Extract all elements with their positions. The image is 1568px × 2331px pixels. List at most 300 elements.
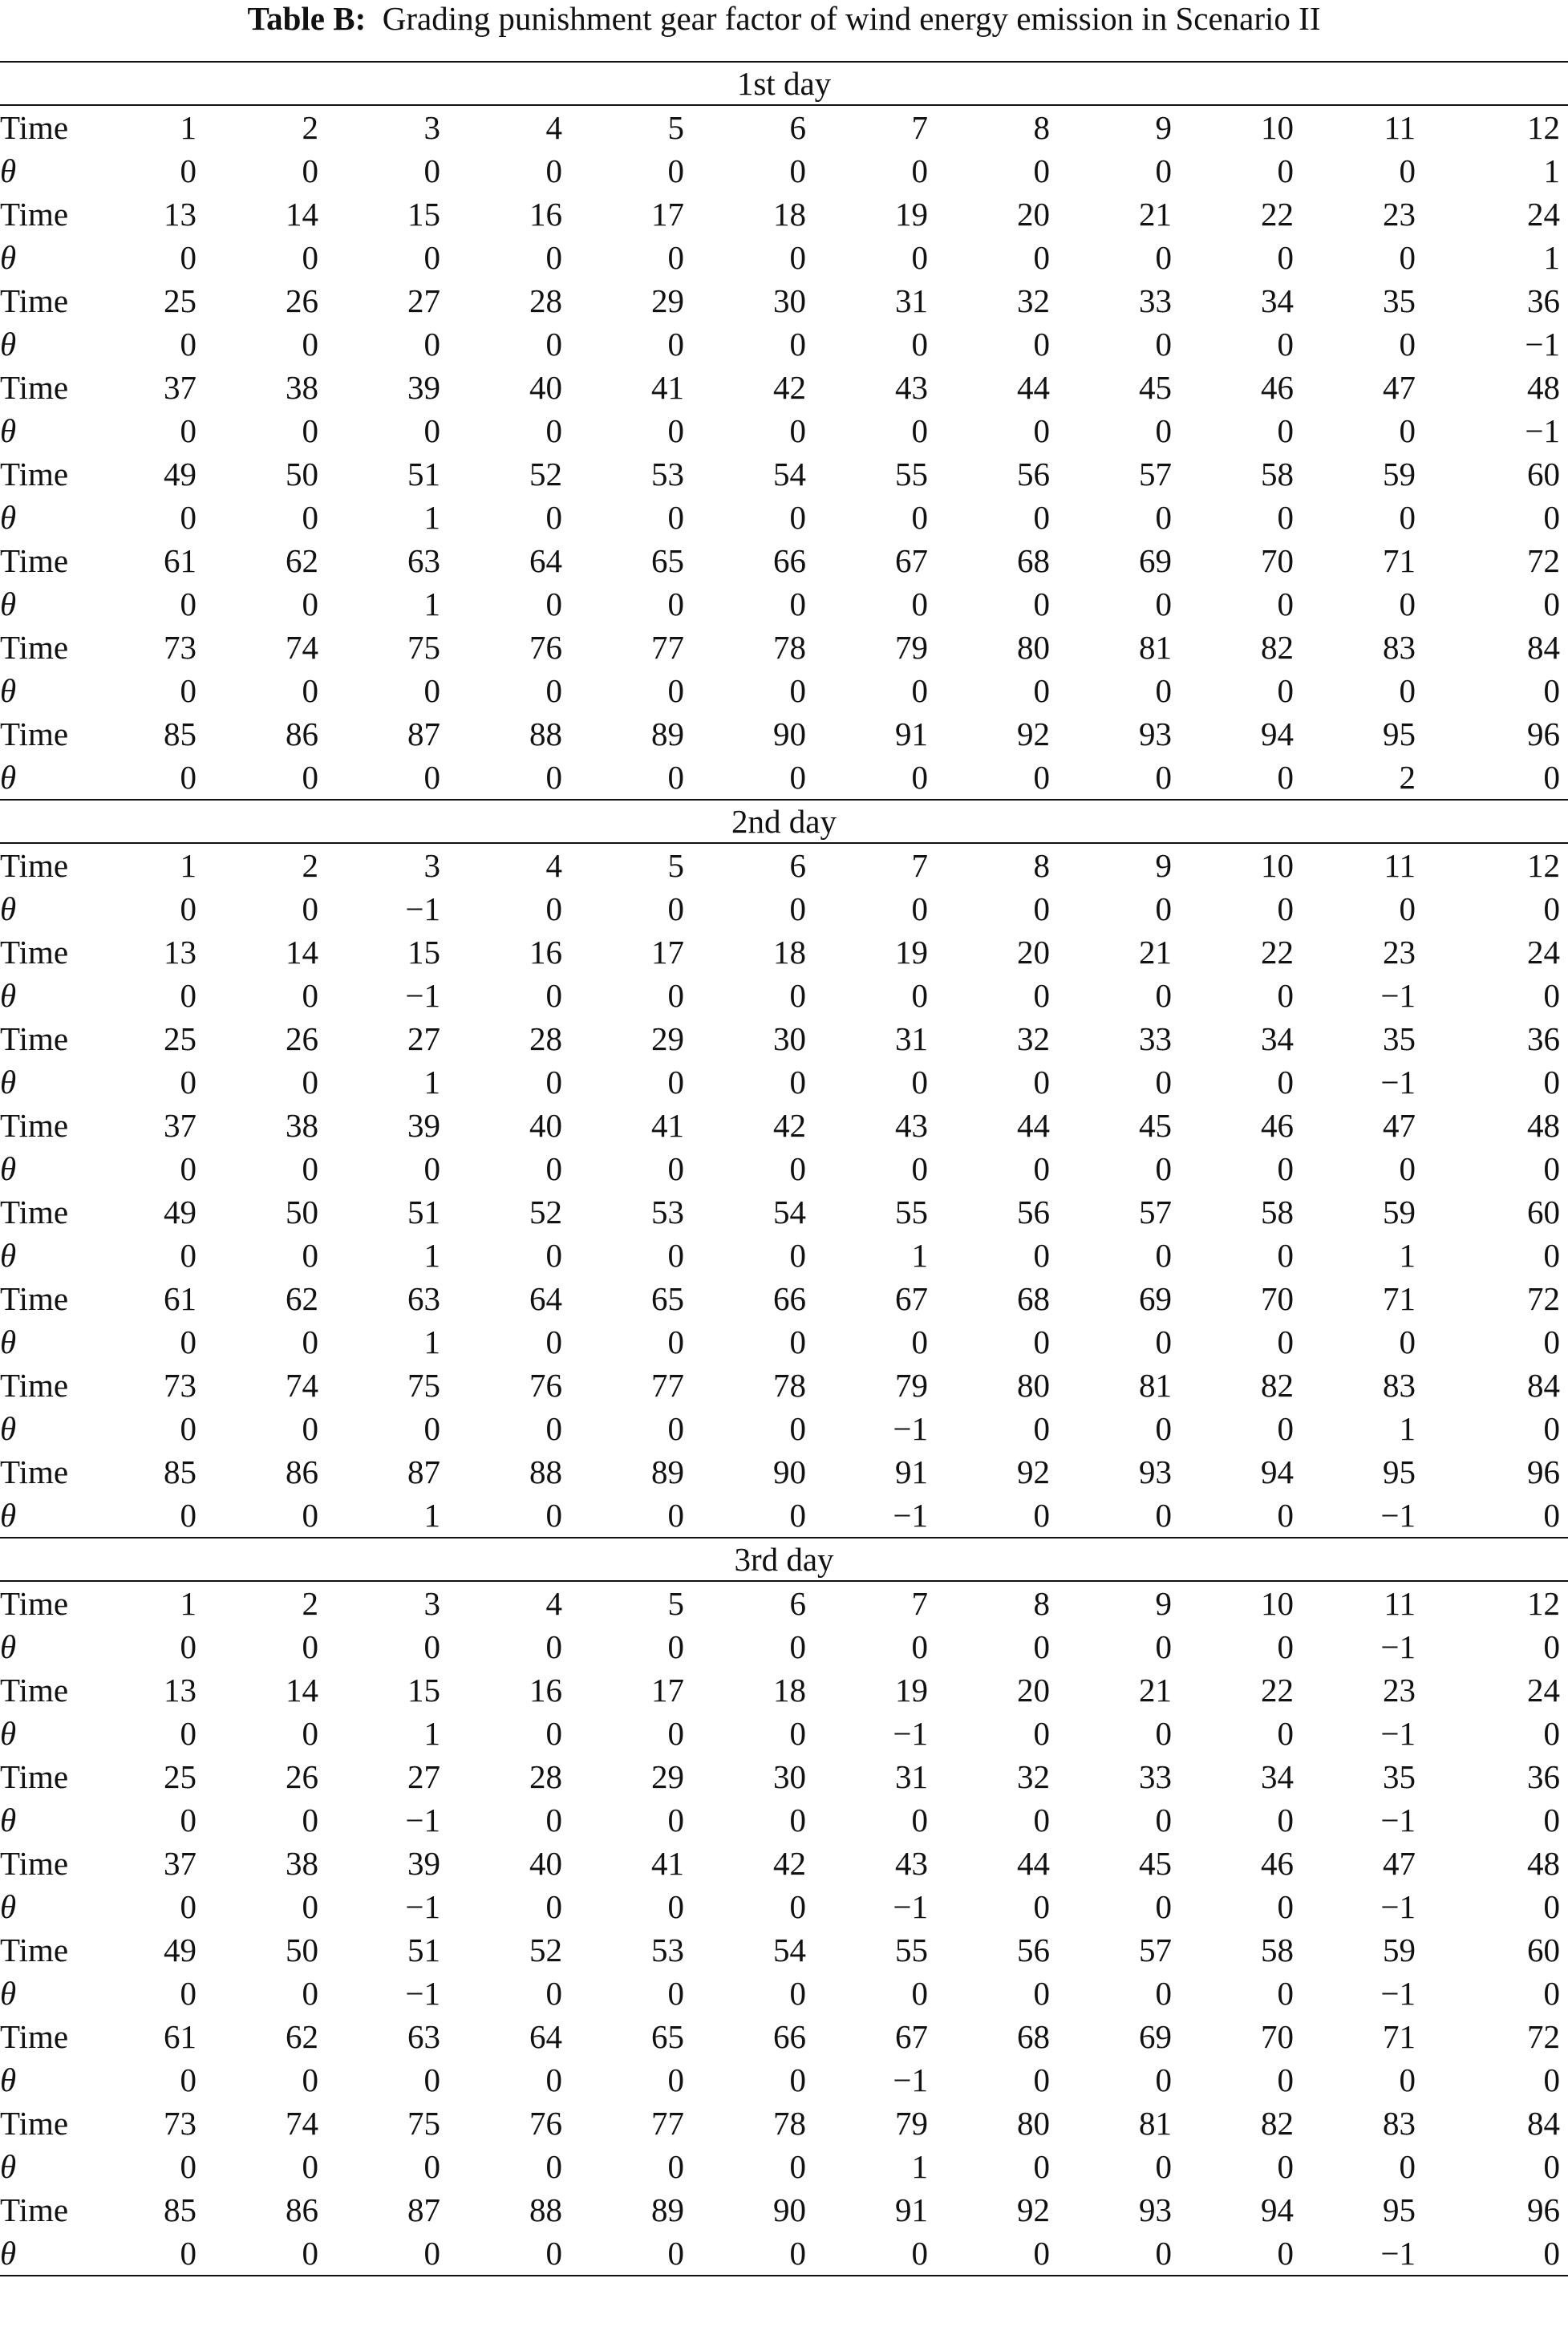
theta-cell: 2 [1399, 759, 1416, 796]
row-label-theta: θ [0, 412, 17, 449]
theta-cell: 0 [545, 2148, 562, 2185]
theta-cell: 0 [1155, 890, 1172, 927]
time-cell: 68 [1017, 2018, 1050, 2055]
time-cell: 62 [286, 2018, 318, 2055]
time-cell: 40 [529, 1107, 562, 1144]
time-cell: 81 [1139, 1367, 1172, 1404]
time-cell: 36 [1527, 1758, 1560, 1795]
theta-cell: 0 [180, 1628, 197, 1665]
row-label-theta: θ [0, 1802, 17, 1838]
theta-cell: 0 [302, 1497, 318, 1534]
theta-cell: 0 [1543, 890, 1560, 927]
time-cell: 69 [1139, 542, 1172, 579]
time-cell: 72 [1527, 1280, 1560, 1317]
theta-cell: 1 [423, 1324, 440, 1360]
theta-cell: 0 [789, 2061, 806, 2098]
time-cell: 67 [895, 542, 928, 579]
row-label-theta: θ [0, 1715, 17, 1752]
time-cell: 59 [1383, 1932, 1416, 1968]
theta-cell: 0 [302, 2235, 318, 2272]
row-label-theta: θ [0, 1150, 17, 1187]
theta-cell: 0 [545, 1150, 562, 1187]
theta-cell: 0 [911, 1324, 928, 1360]
theta-cell: 0 [789, 890, 806, 927]
time-cell: 39 [407, 369, 440, 406]
time-cell: 15 [407, 934, 440, 971]
theta-cell: 0 [423, 326, 440, 363]
theta-cell: 0 [423, 152, 440, 189]
time-cell: 58 [1261, 1932, 1294, 1968]
theta-cell: −1 [1380, 1975, 1416, 2012]
time-cell: 10 [1261, 847, 1294, 884]
theta-cell: 0 [911, 499, 928, 536]
theta-cell: 0 [1543, 1497, 1560, 1534]
theta-cell: 0 [1155, 1715, 1172, 1752]
theta-cell: 0 [180, 499, 197, 536]
time-cell: 91 [895, 716, 928, 752]
theta-cell: 0 [1399, 326, 1416, 363]
theta-cell: 0 [667, 1975, 684, 2012]
time-cell: 43 [895, 369, 928, 406]
time-cell: 25 [164, 282, 197, 319]
time-cell: 68 [1017, 1280, 1050, 1317]
theta-cell: 0 [1155, 1628, 1172, 1665]
time-cell: 20 [1017, 934, 1050, 971]
time-cell: 18 [773, 1672, 806, 1709]
time-cell: 21 [1139, 1672, 1172, 1709]
time-cell: 47 [1383, 369, 1416, 406]
time-cell: 51 [407, 456, 440, 493]
theta-cell: 0 [1033, 1497, 1050, 1534]
time-cell: 93 [1139, 1453, 1172, 1490]
theta-cell: 0 [1033, 1150, 1050, 1187]
theta-cell: −1 [1380, 1888, 1416, 1925]
row-label-time: Time [0, 1194, 69, 1230]
time-cell: 65 [651, 1280, 684, 1317]
theta-cell: 0 [1033, 499, 1050, 536]
theta-cell: 0 [302, 499, 318, 536]
time-cell: 53 [651, 1932, 684, 1968]
theta-cell: 0 [789, 1064, 806, 1101]
theta-cell: −1 [1380, 1497, 1416, 1534]
theta-cell: 1 [1543, 239, 1560, 276]
theta-cell: 0 [667, 1064, 684, 1101]
time-cell: 80 [1017, 629, 1050, 666]
time-cell: 83 [1383, 2105, 1416, 2142]
time-cell: 19 [895, 934, 928, 971]
time-cell: 5 [667, 1585, 684, 1622]
theta-cell: 0 [1277, 1324, 1294, 1360]
time-cell: 44 [1017, 1107, 1050, 1144]
theta-cell: 0 [180, 1975, 197, 2012]
time-cell: 73 [164, 1367, 197, 1404]
row-label-time: Time [0, 1453, 69, 1490]
row-label-theta: θ [0, 499, 17, 536]
theta-cell: 1 [423, 1715, 440, 1752]
theta-cell: 0 [667, 239, 684, 276]
theta-cell: 0 [423, 412, 440, 449]
theta-cell: 0 [1277, 239, 1294, 276]
row-label-time: Time [0, 282, 69, 319]
theta-cell: 0 [545, 1064, 562, 1101]
theta-cell: 0 [1033, 1237, 1050, 1274]
theta-cell: 0 [789, 1410, 806, 1447]
row-label-theta: θ [0, 672, 17, 709]
theta-cell: 0 [789, 1802, 806, 1838]
caption-label: Table B: [247, 0, 367, 37]
theta-cell: 0 [180, 2148, 197, 2185]
time-cell: 47 [1383, 1845, 1416, 1882]
time-cell: 24 [1527, 196, 1560, 233]
theta-cell: 1 [423, 1237, 440, 1274]
theta-cell: 0 [667, 1888, 684, 1925]
time-cell: 74 [286, 2105, 318, 2142]
time-cell: 39 [407, 1845, 440, 1882]
time-cell: 61 [164, 542, 197, 579]
theta-cell: 0 [911, 1628, 928, 1665]
theta-cell: 0 [302, 672, 318, 709]
theta-cell: 0 [911, 2235, 928, 2272]
theta-cell: 0 [1155, 326, 1172, 363]
theta-cell: 0 [1033, 1324, 1050, 1360]
row-label-time: Time [0, 369, 69, 406]
time-cell: 36 [1527, 282, 1560, 319]
theta-cell: −1 [405, 890, 440, 927]
time-cell: 83 [1383, 1367, 1416, 1404]
theta-cell: 0 [1033, 977, 1050, 1014]
time-cell: 52 [529, 456, 562, 493]
time-cell: 19 [895, 1672, 928, 1709]
theta-cell: 0 [667, 1715, 684, 1752]
theta-cell: 1 [1399, 1237, 1416, 1274]
time-cell: 67 [895, 2018, 928, 2055]
time-cell: 6 [789, 109, 806, 146]
time-cell: 96 [1527, 2191, 1560, 2228]
time-cell: 60 [1527, 1932, 1560, 1968]
theta-cell: 0 [667, 759, 684, 796]
theta-cell: 0 [1277, 759, 1294, 796]
theta-cell: 0 [1277, 1064, 1294, 1101]
time-cell: 85 [164, 2191, 197, 2228]
row-label-time: Time [0, 1758, 69, 1795]
theta-cell: 0 [545, 1628, 562, 1665]
time-cell: 58 [1261, 1194, 1294, 1230]
time-cell: 59 [1383, 456, 1416, 493]
theta-cell: 0 [302, 152, 318, 189]
time-cell: 89 [651, 1453, 684, 1490]
theta-cell: −1 [893, 1497, 928, 1534]
time-cell: 52 [529, 1932, 562, 1968]
time-cell: 91 [895, 2191, 928, 2228]
theta-cell: 0 [423, 239, 440, 276]
theta-cell: 1 [911, 2148, 928, 2185]
theta-cell: 0 [180, 239, 197, 276]
time-cell: 27 [407, 1020, 440, 1057]
time-cell: 84 [1527, 629, 1560, 666]
time-cell: 38 [286, 1845, 318, 1882]
time-cell: 14 [286, 934, 318, 971]
theta-cell: 0 [911, 977, 928, 1014]
theta-cell: 0 [911, 239, 928, 276]
theta-cell: 0 [180, 1237, 197, 1274]
theta-cell: 0 [911, 1064, 928, 1101]
theta-cell: 0 [667, 1237, 684, 1274]
row-label-time: Time [0, 1367, 69, 1404]
theta-cell: 0 [1399, 152, 1416, 189]
theta-cell: 0 [789, 1237, 806, 1274]
theta-cell: 0 [1543, 1802, 1560, 1838]
theta-cell: 0 [1155, 1237, 1172, 1274]
theta-cell: 0 [1543, 977, 1560, 1014]
theta-cell: 0 [1155, 1410, 1172, 1447]
row-label-time: Time [0, 716, 69, 752]
theta-cell: 0 [180, 1715, 197, 1752]
time-cell: 38 [286, 369, 318, 406]
theta-cell: 0 [1277, 1715, 1294, 1752]
theta-cell: 0 [423, 2148, 440, 2185]
row-label-theta: θ [0, 1628, 17, 1665]
theta-cell: 0 [423, 759, 440, 796]
time-cell: 93 [1139, 2191, 1172, 2228]
theta-cell: 0 [789, 2148, 806, 2185]
time-cell: 9 [1155, 109, 1172, 146]
theta-cell: 0 [1277, 586, 1294, 622]
time-cell: 18 [773, 934, 806, 971]
time-cell: 44 [1017, 369, 1050, 406]
time-cell: 22 [1261, 1672, 1294, 1709]
row-label-time: Time [0, 2018, 69, 2055]
row-label-theta: θ [0, 586, 17, 622]
theta-cell: 0 [1277, 890, 1294, 927]
theta-cell: −1 [893, 2061, 928, 2098]
time-cell: 48 [1527, 1845, 1560, 1882]
time-cell: 53 [651, 1194, 684, 1230]
table-rule [0, 1580, 1568, 1582]
time-cell: 37 [164, 369, 197, 406]
time-cell: 32 [1017, 282, 1050, 319]
theta-cell: −1 [1380, 1064, 1416, 1101]
time-cell: 10 [1261, 1585, 1294, 1622]
theta-cell: 0 [789, 672, 806, 709]
time-cell: 66 [773, 1280, 806, 1317]
time-cell: 4 [545, 847, 562, 884]
theta-cell: 0 [545, 239, 562, 276]
time-cell: 12 [1527, 1585, 1560, 1622]
time-cell: 34 [1261, 1758, 1294, 1795]
time-cell: 66 [773, 2018, 806, 2055]
time-cell: 6 [789, 847, 806, 884]
time-cell: 46 [1261, 369, 1294, 406]
time-cell: 90 [773, 2191, 806, 2228]
time-cell: 33 [1139, 1020, 1172, 1057]
theta-cell: 0 [667, 499, 684, 536]
time-cell: 13 [164, 934, 197, 971]
theta-cell: −1 [405, 1975, 440, 2012]
theta-cell: 0 [911, 1150, 928, 1187]
time-cell: 31 [895, 1758, 928, 1795]
theta-cell: 0 [1155, 586, 1172, 622]
time-cell: 72 [1527, 542, 1560, 579]
time-cell: 86 [286, 716, 318, 752]
theta-cell: 0 [1033, 1064, 1050, 1101]
theta-cell: 0 [1033, 1802, 1050, 1838]
theta-cell: 0 [302, 1150, 318, 1187]
time-cell: 42 [773, 369, 806, 406]
theta-cell: 0 [1399, 239, 1416, 276]
time-cell: 3 [423, 109, 440, 146]
theta-cell: 0 [1543, 1410, 1560, 1447]
theta-cell: 0 [1399, 1150, 1416, 1187]
row-label-theta: θ [0, 1497, 17, 1534]
row-label-time: Time [0, 1107, 69, 1144]
theta-cell: 0 [911, 586, 928, 622]
time-cell: 41 [651, 1107, 684, 1144]
time-cell: 8 [1033, 847, 1050, 884]
theta-cell: 0 [911, 1975, 928, 2012]
row-label-theta: θ [0, 239, 17, 276]
theta-cell: −1 [1525, 326, 1560, 363]
row-label-time: Time [0, 1585, 69, 1622]
time-cell: 61 [164, 1280, 197, 1317]
time-cell: 56 [1017, 1932, 1050, 1968]
time-cell: 17 [651, 1672, 684, 1709]
row-label-theta: θ [0, 2148, 17, 2185]
time-cell: 46 [1261, 1845, 1294, 1882]
row-label-time: Time [0, 629, 69, 666]
theta-cell: 0 [1277, 1237, 1294, 1274]
theta-cell: 0 [302, 326, 318, 363]
time-cell: 68 [1017, 542, 1050, 579]
time-cell: 26 [286, 1758, 318, 1795]
time-cell: 37 [164, 1845, 197, 1882]
time-cell: 90 [773, 1453, 806, 1490]
theta-cell: 0 [911, 152, 928, 189]
theta-cell: 0 [667, 586, 684, 622]
time-cell: 35 [1383, 282, 1416, 319]
theta-cell: −1 [1380, 977, 1416, 1014]
time-cell: 42 [773, 1845, 806, 1882]
time-cell: 82 [1261, 1367, 1294, 1404]
time-cell: 64 [529, 2018, 562, 2055]
theta-cell: 0 [1277, 1497, 1294, 1534]
theta-cell: 0 [302, 890, 318, 927]
time-cell: 39 [407, 1107, 440, 1144]
time-cell: 30 [773, 1758, 806, 1795]
time-cell: 23 [1383, 934, 1416, 971]
time-cell: 5 [667, 109, 684, 146]
time-cell: 31 [895, 1020, 928, 1057]
theta-cell: 0 [545, 152, 562, 189]
time-cell: 59 [1383, 1194, 1416, 1230]
theta-cell: 1 [423, 1497, 440, 1534]
time-cell: 35 [1383, 1020, 1416, 1057]
time-cell: 74 [286, 629, 318, 666]
theta-cell: 0 [302, 586, 318, 622]
theta-cell: 0 [789, 2235, 806, 2272]
time-cell: 40 [529, 1845, 562, 1882]
theta-cell: 1 [423, 586, 440, 622]
theta-cell: 0 [667, 1324, 684, 1360]
table-rule [0, 2275, 1568, 2276]
time-cell: 89 [651, 2191, 684, 2228]
time-cell: 79 [895, 2105, 928, 2142]
theta-cell: 0 [302, 2148, 318, 2185]
theta-cell: 1 [423, 1064, 440, 1101]
theta-cell: 0 [789, 239, 806, 276]
time-cell: 13 [164, 1672, 197, 1709]
theta-cell: 0 [1399, 586, 1416, 622]
time-cell: 71 [1383, 2018, 1416, 2055]
theta-cell: 0 [302, 1802, 318, 1838]
time-cell: 81 [1139, 629, 1172, 666]
theta-cell: 0 [1543, 499, 1560, 536]
theta-cell: 0 [667, 152, 684, 189]
theta-cell: 0 [180, 672, 197, 709]
time-cell: 28 [529, 1758, 562, 1795]
row-label-theta: θ [0, 1237, 17, 1274]
time-cell: 30 [773, 1020, 806, 1057]
time-cell: 24 [1527, 1672, 1560, 1709]
theta-cell: 0 [545, 499, 562, 536]
theta-cell: 0 [1155, 239, 1172, 276]
theta-cell: 0 [1033, 326, 1050, 363]
time-cell: 79 [895, 1367, 928, 1404]
theta-cell: 0 [180, 586, 197, 622]
time-cell: 6 [789, 1585, 806, 1622]
row-label-theta: θ [0, 152, 17, 189]
theta-cell: 0 [302, 1628, 318, 1665]
time-cell: 42 [773, 1107, 806, 1144]
theta-cell: 0 [1155, 1802, 1172, 1838]
theta-cell: 0 [302, 1410, 318, 1447]
time-cell: 57 [1139, 1932, 1172, 1968]
time-cell: 18 [773, 196, 806, 233]
theta-cell: 0 [180, 1410, 197, 1447]
time-cell: 8 [1033, 109, 1050, 146]
time-cell: 70 [1261, 2018, 1294, 2055]
theta-cell: 0 [1399, 2061, 1416, 2098]
time-cell: 28 [529, 1020, 562, 1057]
theta-cell: 0 [1277, 326, 1294, 363]
time-cell: 33 [1139, 1758, 1172, 1795]
theta-cell: 0 [1033, 1715, 1050, 1752]
theta-cell: 0 [667, 1628, 684, 1665]
time-cell: 96 [1527, 716, 1560, 752]
theta-cell: 0 [302, 1975, 318, 2012]
time-cell: 75 [407, 2105, 440, 2142]
time-cell: 61 [164, 2018, 197, 2055]
theta-cell: 0 [180, 759, 197, 796]
time-cell: 27 [407, 1758, 440, 1795]
time-cell: 21 [1139, 196, 1172, 233]
table-rule [0, 104, 1568, 106]
time-cell: 25 [164, 1758, 197, 1795]
time-cell: 21 [1139, 934, 1172, 971]
time-cell: 7 [911, 109, 928, 146]
time-cell: 92 [1017, 1453, 1050, 1490]
time-cell: 3 [423, 847, 440, 884]
theta-cell: −1 [1380, 2235, 1416, 2272]
time-cell: 46 [1261, 1107, 1294, 1144]
time-cell: 16 [529, 196, 562, 233]
row-label-theta: θ [0, 1975, 17, 2012]
theta-cell: 0 [1543, 672, 1560, 709]
time-cell: 11 [1384, 109, 1416, 146]
time-cell: 62 [286, 1280, 318, 1317]
theta-cell: 0 [1155, 672, 1172, 709]
time-cell: 10 [1261, 109, 1294, 146]
theta-cell: 0 [1155, 412, 1172, 449]
